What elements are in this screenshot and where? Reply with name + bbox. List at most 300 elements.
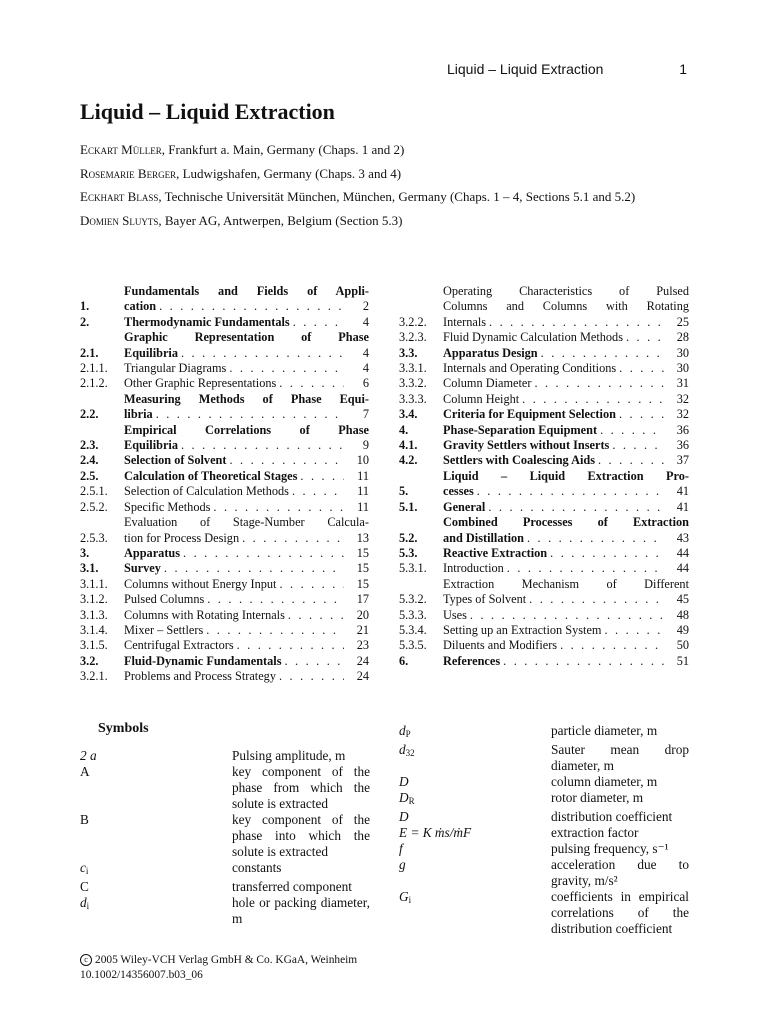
doi: 10.1002/14356007.b03_06 (80, 969, 203, 982)
toc-title-lastline (443, 438, 689, 453)
author-name: Eckart Müller (80, 142, 162, 157)
toc-title-lastline (124, 669, 369, 684)
toc-entry[interactable] (399, 638, 689, 653)
symbol-base: C (80, 879, 89, 894)
toc-number: 3. (80, 545, 90, 560)
author-affiliation: , Bayer AG, Antwerpen, Belgium (Section 5.3) (158, 212, 403, 228)
toc-title-lastline (124, 299, 369, 314)
symbol-row (399, 723, 689, 742)
symbol-description: coefficients in empirical correlations of the distribution coefficient (551, 889, 689, 936)
toc-page-number: 36 (676, 422, 689, 437)
toc-title (443, 330, 689, 345)
toc-title-lastline (124, 546, 369, 561)
toc-title-line: References (443, 653, 501, 668)
toc-title (443, 623, 689, 638)
toc-page-number: 4 (362, 361, 369, 376)
dot-leader (529, 592, 664, 607)
toc-entry[interactable] (399, 500, 689, 515)
toc-title-line: Graphic Representation of Phase (124, 330, 369, 345)
symbol (80, 879, 232, 895)
toc-entry[interactable] (399, 346, 689, 361)
symbols-column-left (80, 748, 370, 927)
toc-title (443, 638, 689, 653)
toc-title (124, 469, 369, 484)
toc-title-line: Internals and Operating Conditions (443, 361, 617, 376)
toc-page-number: 44 (676, 561, 689, 576)
symbol (80, 748, 232, 764)
toc-title (443, 392, 689, 407)
toc-title-lastline (443, 423, 689, 438)
symbol-base: d (399, 742, 406, 757)
symbol-description: pulsing frequency, s⁻¹ (551, 841, 669, 856)
dot-leader (293, 315, 344, 330)
symbol-row (399, 889, 689, 937)
toc-entry[interactable] (399, 284, 689, 330)
symbol (399, 723, 551, 742)
toc-page-number: 6 (362, 376, 369, 391)
toc-page-number: 30 (676, 345, 689, 360)
toc-page-number: 37 (676, 453, 689, 468)
toc-title (124, 623, 369, 638)
toc-entry[interactable] (399, 453, 689, 468)
toc-number: 5. (399, 484, 409, 499)
dot-leader (598, 453, 664, 468)
toc-title-line: Thermodynamic Fundamentals (124, 314, 290, 329)
dot-leader (550, 546, 664, 561)
toc-page-number: 25 (676, 314, 689, 329)
toc-title-lastline (443, 500, 689, 515)
dot-leader (159, 299, 344, 314)
toc-title (443, 500, 689, 515)
toc-title (443, 346, 689, 361)
toc-number: 2.1.2. (80, 376, 108, 391)
symbol (80, 812, 232, 860)
toc-title-lastline (124, 638, 369, 653)
toc-entry[interactable] (399, 546, 689, 561)
symbol-base: G (399, 889, 409, 904)
symbol (80, 764, 232, 812)
dot-leader (604, 623, 664, 638)
toc-entry[interactable] (80, 654, 369, 669)
copyright-icon: c (80, 954, 92, 966)
toc-title (443, 361, 689, 376)
symbol-base: d (399, 723, 406, 738)
toc-entry[interactable] (80, 638, 369, 653)
toc-number: 3.3.3. (399, 391, 427, 406)
toc-entry[interactable] (80, 453, 369, 468)
symbol (399, 774, 551, 790)
toc-title-line: Selection of Calculation Methods (124, 484, 289, 499)
dot-leader (285, 654, 345, 669)
toc-entry[interactable] (80, 623, 369, 638)
toc-number: 3.1.1. (80, 576, 108, 591)
author-affiliation: , Frankfurt a. Main, Germany (Chaps. 1 and 2) (161, 142, 405, 157)
toc-title-line: Columns without Energy Input (124, 576, 277, 591)
dot-leader (507, 561, 664, 576)
toc-title-line: Problems and Process Strategy (124, 669, 276, 684)
toc-entry[interactable] (399, 608, 689, 623)
toc-page-number: 21 (356, 622, 369, 637)
dot-leader (229, 453, 344, 468)
dot-leader (183, 546, 344, 561)
toc-number: 2.1. (80, 345, 99, 360)
toc-entry[interactable] (399, 654, 689, 669)
symbol-description: transferred component (232, 879, 352, 894)
toc-number: 2.5. (80, 468, 99, 483)
dot-leader (541, 346, 664, 361)
dot-leader (503, 654, 664, 669)
toc-page-number: 49 (676, 622, 689, 637)
toc-entry[interactable] (80, 392, 369, 423)
toc-title-line: Equilibria (124, 438, 178, 453)
symbol-base: 2 a (80, 748, 97, 763)
toc-number: 5.3. (399, 545, 418, 560)
toc-entry[interactable] (399, 561, 689, 576)
symbol-row (399, 857, 689, 889)
toc-title-line: Phase-Separation Equipment (443, 422, 598, 437)
toc-page-number: 11 (357, 499, 369, 514)
running-title: Liquid – Liquid Extraction (447, 61, 604, 77)
toc-title-line: Fluid-Dynamic Fundamentals (124, 653, 282, 668)
symbol-base: D (399, 790, 409, 805)
toc-title (124, 654, 369, 669)
toc-entry[interactable] (80, 608, 369, 623)
toc-title-line: Criteria for Equipment Selection (443, 407, 616, 422)
toc-number: 2.5.2. (80, 499, 108, 514)
toc-title-line: Evaluation of Stage-Number Calcula- (124, 515, 369, 530)
toc-page-number: 10 (356, 453, 369, 468)
dot-leader (470, 608, 664, 623)
toc-page-number: 4 (362, 314, 369, 329)
symbol-base: A (80, 764, 90, 779)
toc-page-number: 28 (676, 330, 689, 345)
toc-title-line: Mixer – Settlers (124, 622, 204, 637)
dot-leader (489, 315, 664, 330)
toc-page-number: 32 (676, 391, 689, 406)
toc-title-line: Triangular Diagrams (124, 361, 227, 376)
toc-entry[interactable] (80, 330, 369, 361)
toc-page-number: 11 (357, 468, 369, 483)
toc-title (124, 284, 369, 315)
toc-title (124, 392, 369, 423)
toc-title-line: Extraction Mechanism of Different (443, 576, 689, 591)
author-name: Rosemarie Berger (80, 165, 177, 181)
symbol (399, 857, 551, 889)
toc-title-lastline (124, 608, 369, 623)
symbol (399, 889, 551, 937)
toc-page-number: 41 (676, 484, 689, 499)
toc-entry[interactable] (80, 561, 369, 576)
toc-page-number: 45 (676, 592, 689, 607)
dot-leader (181, 346, 344, 361)
dot-leader (600, 423, 664, 438)
author-list (80, 138, 700, 232)
dot-leader (164, 561, 344, 576)
toc-title-line: Fundamentals and Fields of Appli- (124, 284, 369, 298)
toc-entry[interactable] (80, 315, 369, 330)
dot-leader (181, 438, 344, 453)
toc-title-line: Settlers with Coalescing Aids (443, 453, 595, 468)
toc-title (124, 315, 369, 330)
toc-title-lastline (124, 654, 369, 669)
author-name: Domien Sluyts (80, 212, 159, 228)
symbol-row (80, 879, 370, 895)
symbol-subscript: R (408, 796, 415, 806)
toc-number: 5.3.2. (399, 592, 427, 607)
dot-leader (229, 361, 344, 376)
toc-entry[interactable] (399, 330, 689, 345)
toc-title (443, 284, 689, 330)
toc-title-line: General (443, 499, 486, 514)
toc-page-number: 9 (362, 438, 369, 453)
toc-entry[interactable] (80, 515, 369, 546)
toc-title-lastline (124, 577, 369, 592)
toc-entry[interactable] (399, 361, 689, 376)
toc-title-line: Operating Characteristics of Pulsed (443, 284, 689, 298)
dot-leader (292, 484, 344, 499)
toc-number: 3.3. (399, 345, 418, 360)
toc-number: 3.1. (80, 561, 99, 576)
toc-number: 5.3.1. (399, 561, 427, 576)
toc-entry[interactable] (80, 284, 369, 315)
toc-number: 2.3. (80, 438, 99, 453)
toc-number: 3.1.3. (80, 607, 108, 622)
toc-number: 5.1. (399, 499, 418, 514)
dot-leader (560, 638, 664, 653)
toc-title-lastline (124, 469, 369, 484)
author-affiliation: , Technische Universität München, München, Germany (Chaps. 1 – 4, Sections 5.1 and 5.2) (158, 189, 636, 205)
dot-leader (626, 330, 664, 345)
dot-leader (213, 500, 344, 515)
toc-number: 3.4. (399, 407, 418, 422)
toc-title-line: libria (124, 407, 153, 422)
toc-number: 2.4. (80, 453, 99, 468)
dot-leader (279, 577, 344, 592)
symbol-row (399, 841, 689, 857)
toc-entry[interactable] (80, 500, 369, 515)
symbol-row (80, 748, 370, 764)
toc-title (124, 515, 369, 546)
symbol-base: d (80, 895, 87, 910)
symbol-base: D (399, 774, 409, 789)
toc-title-lastline (443, 623, 689, 638)
symbol-description: key component of the phase from which the solute is extracted (232, 764, 370, 811)
toc-entry[interactable] (80, 484, 369, 499)
toc-title-lastline (443, 638, 689, 653)
toc-number: 3.1.4. (80, 622, 108, 637)
symbol-base: D (399, 809, 409, 824)
toc-page-number: 2 (362, 299, 369, 314)
toc-title (443, 654, 689, 669)
dot-leader (300, 469, 344, 484)
toc-number: 2.1.1. (80, 361, 108, 376)
toc-number: 3.1.5. (80, 638, 108, 653)
toc-number: 5.2. (399, 530, 418, 545)
toc-entry[interactable] (80, 423, 369, 454)
toc-number: 3.1.2. (80, 592, 108, 607)
toc-number: 4.1. (399, 438, 418, 453)
dot-leader (527, 531, 664, 546)
toc-title (443, 469, 689, 500)
toc-title (124, 561, 369, 576)
toc-title-line: cation (124, 299, 157, 314)
symbol-subscript: 32 (405, 748, 415, 758)
symbol-row (399, 825, 689, 841)
toc-page-number: 7 (362, 407, 369, 422)
symbol-row (399, 809, 689, 825)
symbol (399, 825, 551, 841)
toc-page-number: 15 (356, 561, 369, 576)
toc-title-lastline (124, 561, 369, 576)
symbol-description: column diameter, m (551, 774, 658, 789)
toc-number: 2. (80, 314, 90, 329)
toc-title-lastline (443, 453, 689, 468)
article-title: Liquid – Liquid Extraction (80, 99, 335, 124)
toc-title-lastline (443, 376, 689, 391)
symbol-row (399, 742, 689, 774)
toc-page-number: 32 (676, 407, 689, 422)
author-affiliation: , Ludwigshafen, Germany (Chaps. 3 and 4) (176, 165, 402, 181)
dot-leader (279, 669, 344, 684)
toc-page-number: 30 (676, 361, 689, 376)
toc-number: 3.2.1. (80, 669, 108, 684)
footer (80, 953, 357, 984)
toc-title (124, 638, 369, 653)
dot-leader (619, 361, 664, 376)
toc-page-number: 13 (356, 530, 369, 545)
toc-number: 6. (399, 653, 409, 668)
toc-number: 5.3.3. (399, 607, 427, 622)
symbol-base: g (399, 857, 406, 872)
symbol (399, 742, 551, 774)
dot-leader (288, 608, 344, 623)
author-name: Eckhart Blass (80, 189, 159, 205)
symbol-subscript: i (408, 895, 412, 905)
toc-number: 3.2. (80, 653, 99, 668)
author-line (80, 209, 700, 233)
toc-title-line: Pulsed Columns (124, 592, 205, 607)
toc-title-line: Apparatus (124, 545, 181, 560)
toc-entry[interactable] (80, 469, 369, 484)
toc-title (124, 330, 369, 361)
symbol-description: Sauter mean drop diameter, m (551, 742, 689, 773)
symbol-row (80, 812, 370, 860)
toc-title-line: cesses (443, 484, 474, 499)
symbol-base: B (80, 812, 89, 827)
toc-title (124, 500, 369, 515)
toc-entry[interactable] (80, 669, 369, 684)
toc-title-line: Measuring Methods of Phase Equi- (124, 391, 369, 406)
author-line (80, 162, 700, 186)
toc-entry[interactable] (399, 515, 689, 546)
toc-title-lastline (443, 315, 689, 330)
symbol-base: E = K ṁs/ṁF (399, 825, 472, 840)
toc-title-line: Survey (124, 561, 161, 576)
toc-title-line: Other Graphic Representations (124, 376, 277, 391)
copyright-text: 2005 Wiley-VCH Verlag GmbH & Co. KGaA, Weinheim (95, 954, 358, 966)
toc-title-lastline (124, 623, 369, 638)
toc-title-line: and Distillation (443, 530, 524, 545)
toc-entry[interactable] (399, 392, 689, 407)
toc-number: 1. (80, 299, 90, 314)
toc-title (124, 546, 369, 561)
toc-entry[interactable] (399, 577, 689, 608)
toc-title-line: Centrifugal Extractors (124, 638, 234, 653)
toc-title (443, 608, 689, 623)
toc-title-lastline (124, 531, 369, 546)
toc-title-line: Introduction (443, 561, 504, 576)
toc-title-lastline (443, 484, 689, 499)
dot-leader (237, 638, 344, 653)
toc-title-line: Column Height (443, 391, 520, 406)
toc-entry[interactable] (80, 577, 369, 592)
copyright-line (80, 953, 357, 968)
symbol-subscript: P (405, 729, 411, 739)
toc-title (124, 453, 369, 468)
toc-title-line: Diluents and Modifiers (443, 638, 558, 653)
toc-number: 3.3.1. (399, 361, 427, 376)
toc-entry[interactable] (80, 376, 369, 391)
symbol-description: extraction factor (551, 825, 639, 840)
toc-page-number: 11 (357, 484, 369, 499)
toc-entry[interactable] (399, 407, 689, 422)
symbol-row (80, 764, 370, 812)
toc-entry[interactable] (80, 546, 369, 561)
toc-title-lastline (443, 330, 689, 345)
toc-title-lastline (124, 500, 369, 515)
toc-entry[interactable] (80, 592, 369, 607)
dot-leader (488, 500, 664, 515)
toc-number: 2.5.3. (80, 530, 108, 545)
author-line (80, 138, 700, 162)
toc-entry[interactable] (399, 469, 689, 500)
toc-title-lastline (443, 654, 689, 669)
symbol-description: Pulsing amplitude, m (232, 748, 346, 763)
toc-title-lastline (443, 531, 689, 546)
symbols-heading: Symbols (98, 721, 149, 736)
toc-title-line: tion for Process Design (124, 530, 240, 545)
toc-title-line: Setting up an Extraction System (443, 622, 602, 637)
toc-page-number: 15 (356, 576, 369, 591)
toc-number: 3.2.2. (399, 314, 427, 329)
toc-page-number: 36 (676, 438, 689, 453)
symbol-base: f (399, 841, 403, 856)
symbol (80, 895, 232, 927)
toc-entry[interactable] (399, 623, 689, 638)
toc-title-line: Calculation of Theoretical Stages (124, 468, 298, 483)
toc-page-number: 51 (676, 653, 689, 668)
toc-title (443, 561, 689, 576)
toc-entry[interactable] (399, 423, 689, 438)
toc-title-line: Internals (443, 314, 487, 329)
toc-entry[interactable] (399, 438, 689, 453)
toc-title (124, 669, 369, 684)
toc-number: 5.3.4. (399, 622, 427, 637)
toc-title-lastline (443, 346, 689, 361)
toc-number: 3.2.3. (399, 330, 427, 345)
toc-number: 2.5.1. (80, 484, 108, 499)
symbols-column-right (399, 723, 689, 937)
toc-title (443, 515, 689, 546)
toc-entry[interactable] (80, 361, 369, 376)
symbol-description: particle diameter, m (551, 723, 658, 738)
toc-title-line: Combined Processes of Extraction (443, 515, 689, 530)
symbol-subscript: i (86, 901, 90, 911)
toc-title (443, 407, 689, 422)
toc-number: 3.3.2. (399, 376, 427, 391)
toc-title-line: Types of Solvent (443, 592, 527, 607)
toc-entry[interactable] (399, 376, 689, 391)
